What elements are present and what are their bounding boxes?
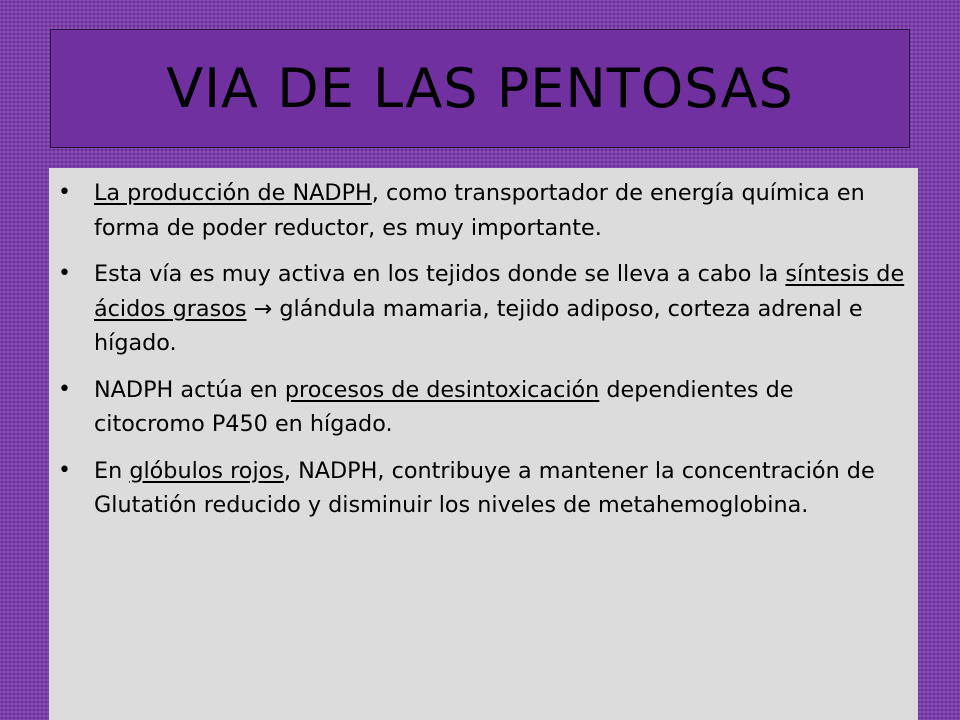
bullet-text: , NADPH, contribuye a mantener la concentración de Glutatión reducido y disminuir los niveles de metahemoglobina. [94,457,875,518]
bullet-dot: • [58,261,71,286]
underlined-phrase: La producción de NADPH [94,180,372,206]
bullet-item-detoxification [49,373,918,442]
underlined-phrase: procesos de desintoxicación [284,376,600,403]
content-box [49,168,918,720]
right-arrow-icon: → [253,295,273,322]
bullet-item-nadph-production [49,176,918,245]
bullet-text: dependientes de citocromo P450 en hígado. [94,376,794,437]
slide-title: VIA DE LAS PENTOSAS [166,57,794,120]
bullet-text: , como transportador de energía química en forma de poder reductor, es muy importante. [94,180,865,241]
bullet-item-active-tissues [49,257,918,361]
bullet-dot: • [58,376,71,402]
bullet-dot: • [58,457,71,483]
underlined-phrase: síntesis de ácidos grasos [94,261,905,322]
bullet-text: En [94,457,130,484]
bullet-dot: • [58,180,71,205]
bullet-text: NADPH actúa en [94,376,285,403]
bullet-text: glándula mamaria, tejido adiposo, corteza adrenal e hígado. [94,295,863,356]
bullet-text: Esta vía es muy activa en los tejidos donde se lleva a cabo la [94,261,786,287]
title-box [50,29,910,148]
underlined-phrase: glóbulos rojos [129,457,284,484]
bullet-item-red-blood-cells [49,454,918,523]
bullet-list [49,176,918,535]
